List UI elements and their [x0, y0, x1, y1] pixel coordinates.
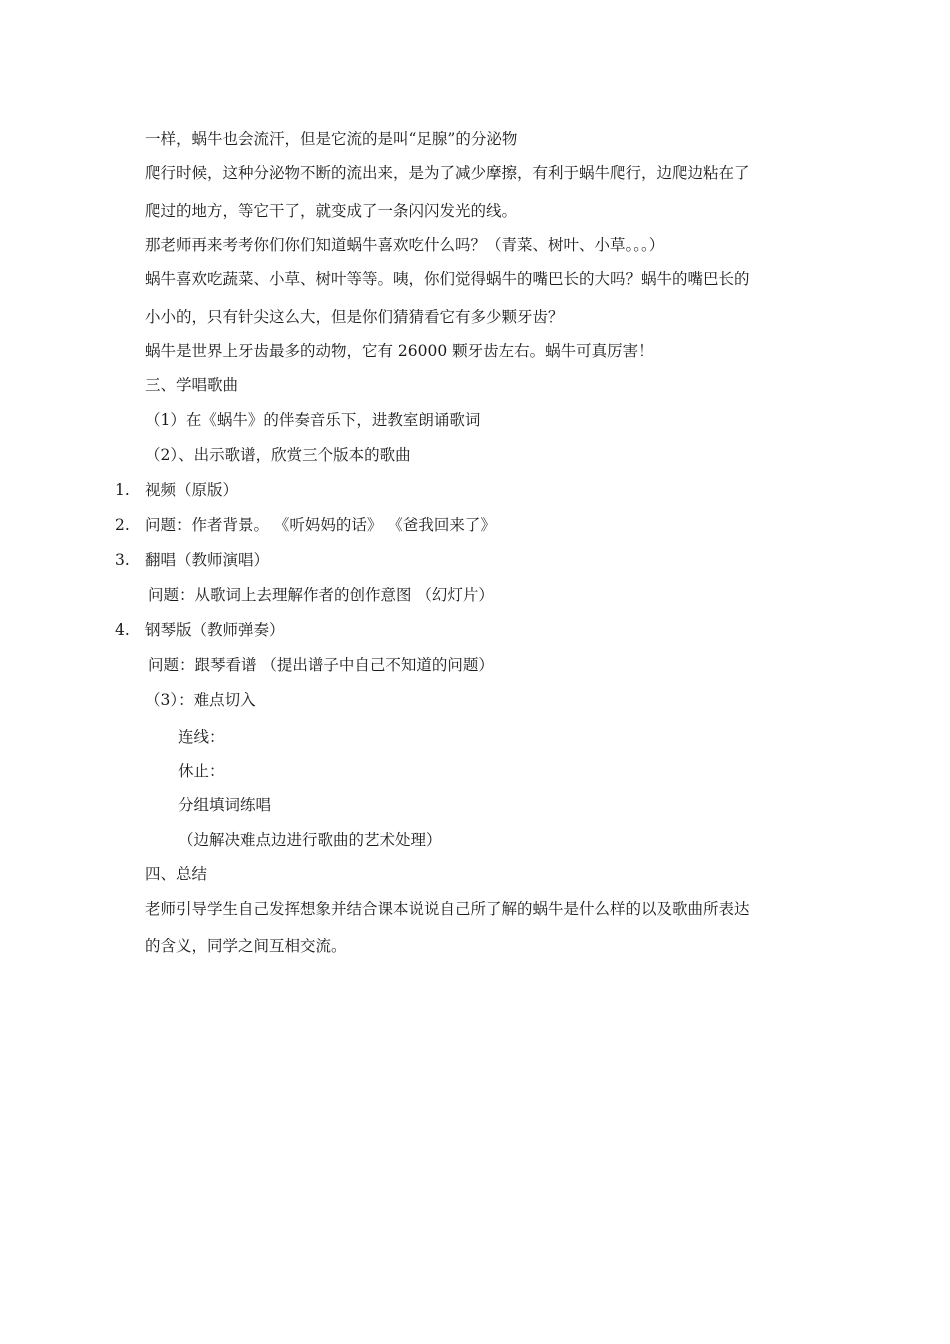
section-heading: 四、总结 — [145, 865, 208, 883]
list-number: 3. — [115, 551, 130, 569]
text-line: 那老师再来考考你们你们知道蜗牛喜欢吃什么吗？（青菜、树叶、小草。。。） — [145, 236, 665, 254]
text-line: 蜗牛是世界上牙齿最多的动物，它有 26000 颗牙齿左右。蜗牛可真厉害！ — [145, 342, 654, 360]
section-heading: 三、学唱歌曲 — [145, 376, 239, 394]
list-item: 问题：作者背景。 《听妈妈的话》 《爸我回来了》 — [145, 516, 496, 534]
text-line: （2）、出示歌谱，欣赏三个版本的歌曲 — [145, 446, 411, 464]
text-line: 休止： — [178, 762, 225, 780]
text-line: 连线： — [178, 728, 225, 746]
list-number: 1. — [115, 481, 130, 499]
list-item: 钢琴版（教师弹奏） — [145, 621, 285, 639]
list-number: 4. — [115, 621, 130, 639]
text-line: （1）在《蜗牛》的伴奏音乐下，进教室朗诵歌词 — [145, 411, 481, 429]
list-item: 翻唱（教师演唱） — [145, 551, 270, 569]
text-line: 问题：从歌词上去理解作者的创作意图 （幻灯片） — [148, 586, 494, 604]
text-line: 问题：跟琴看谱 （提出谱子中自己不知道的问题） — [148, 656, 494, 674]
text-line: （3）：难点切入 — [145, 691, 256, 709]
text-line: 的含义，同学之间互相交流。 — [145, 937, 347, 955]
text-line: 蜗牛喜欢吃蔬菜、小草、树叶等等。咦，你们觉得蜗牛的嘴巴长的大吗？蜗牛的嘴巴长的 — [145, 270, 750, 288]
text-line: 小小的，只有针尖这么大，但是你们猜猜看它有多少颗牙齿？ — [145, 308, 564, 326]
text-line: （边解决难点边进行歌曲的艺术处理） — [178, 831, 442, 849]
text-line: 分组填词练唱 — [178, 796, 272, 814]
text-line: 爬过的地方，等它干了，就变成了一条闪闪发光的线。 — [145, 202, 518, 220]
text-line: 爬行时候，这种分泌物不断的流出来，是为了减少摩擦，有利于蜗牛爬行，边爬边粘在了 — [145, 164, 750, 182]
text-line: 老师引导学生自己发挥想象并结合课本说说自己所了解的蜗牛是什么样的以及歌曲所表达 — [145, 900, 750, 918]
list-item: 视频（原版） — [145, 481, 239, 499]
text-line: 一样，蜗牛也会流汗，但是它流的是叫“足腺”的分泌物 — [145, 130, 518, 148]
list-number: 2. — [115, 516, 130, 534]
